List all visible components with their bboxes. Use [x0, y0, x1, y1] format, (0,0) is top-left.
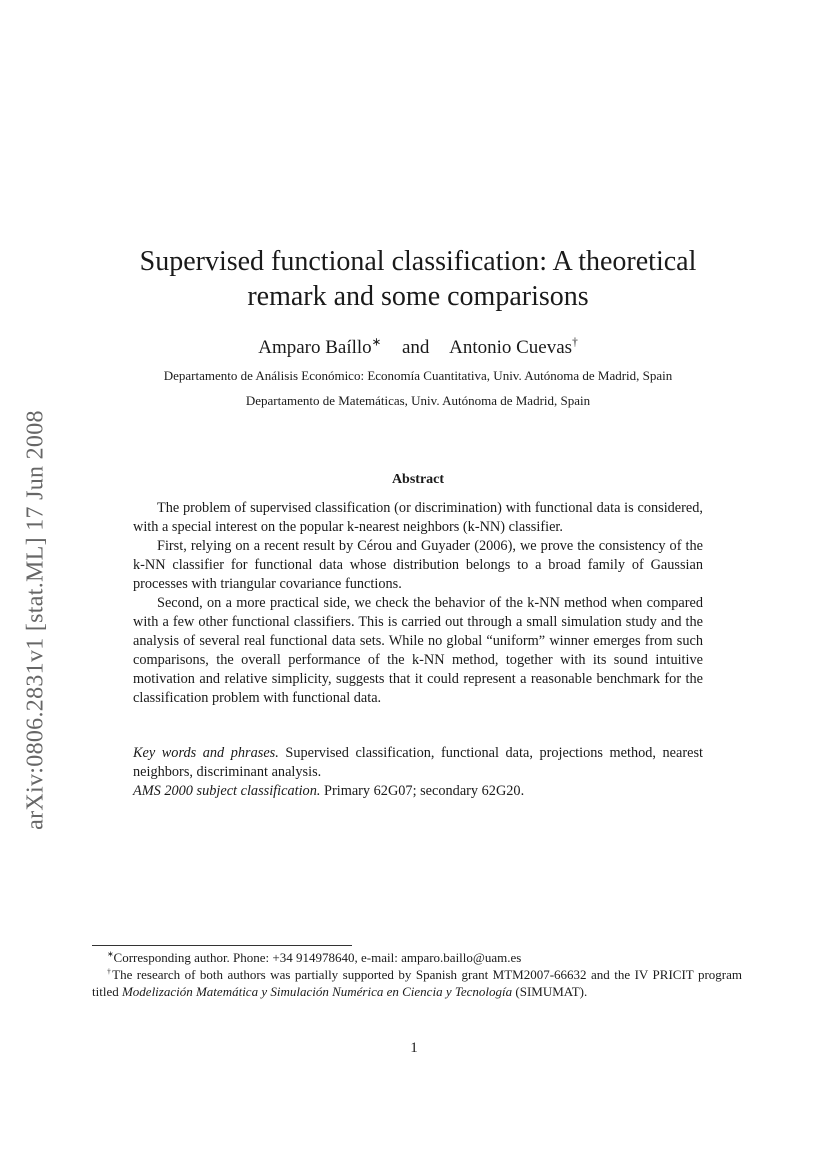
- ams-label: AMS 2000 subject classification.: [133, 783, 321, 799]
- author-conjunction: and: [401, 337, 430, 358]
- footnotes: [92, 949, 742, 1000]
- footnote-2-text-a: The research of both authors was partially supported by Spanish grant MTM2007-66632 and the IV PRICIT program titled: [92, 967, 742, 999]
- page-number: 1: [410, 1040, 418, 1056]
- abstract-heading: Abstract: [391, 472, 445, 487]
- arxiv-identifier: arXiv:0806.2831v1 [stat.ML] 17 Jun 2008: [22, 410, 49, 830]
- footnote-divider: [92, 945, 352, 946]
- footnote-1-text: Corresponding author. Phone: +34 914978640, e-mail: amparo.baillo@uam.es: [113, 950, 522, 965]
- footnote-1: [92, 949, 742, 966]
- keywords-block: [133, 744, 703, 801]
- footnote-2-program-title: Modelización Matemática y Simulación Numérica en Ciencia y Tecnología: [121, 984, 513, 999]
- footnote-2: [92, 966, 742, 1000]
- author1-footnote-mark: ∗: [371, 336, 382, 349]
- abstract-paragraph-1: The problem of supervised classification (or discrimination) with functional data is considered, with a special interest on the popular k-nearest neighbors (k-NN) classifier.: [133, 500, 703, 535]
- footnote-1-mark: ∗: [107, 949, 114, 959]
- footnote-2-mark: †: [107, 966, 113, 976]
- author-cuevas: Antonio Cuevas: [449, 337, 573, 358]
- keywords-text: Supervised classification, functional data, projections method, nearest neighbors, discriminant analysis.: [133, 745, 704, 780]
- paper-title: [100, 244, 736, 314]
- author-list: [100, 337, 736, 359]
- ams-line: [133, 782, 703, 801]
- abstract-paragraph-2: First, relying on a recent result by Cérou and Guyader (2006), we prove the consistency of the k-NN classifier for functional data whose distribution belongs to a broad family of Gaussian processes with triangular covariance functions.: [133, 538, 703, 592]
- affiliation-2: Departamento de Matemáticas, Univ. Autónoma de Madrid, Spain: [245, 393, 591, 408]
- keywords-label: Key words and phrases.: [133, 745, 279, 761]
- ams-text: Primary 62G07; secondary 62G20.: [324, 783, 525, 799]
- author2-footnote-mark: †: [572, 336, 578, 349]
- title-line-2: remark and some comparisons: [247, 281, 589, 312]
- title-line-1: Supervised functional classification: A theoretical: [139, 246, 697, 277]
- affiliation-1: Departamento de Análisis Económico: Economía Cuantitativa, Univ. Autónoma de Madrid, Spain: [163, 368, 673, 383]
- footnote-2-text-b: (SIMUMAT).: [515, 984, 588, 999]
- abstract-body: [133, 499, 703, 708]
- abstract-paragraph-3: Second, on a more practical side, we check the behavior of the k-NN method when compared with a few other functional classifiers. This is carried out through a small simulation study and the analysis of several real functional data sets. While no global “uniform” winner emerges from such comparisons, the overall performance of the k-NN method, together with its sound intuitive motivation and relative simplicity, suggests that it could represent a reasonable benchmark for the classification problem with functional data.: [133, 595, 703, 706]
- author-baillo: Amparo Baíllo: [258, 337, 372, 358]
- keywords-line: [133, 744, 703, 782]
